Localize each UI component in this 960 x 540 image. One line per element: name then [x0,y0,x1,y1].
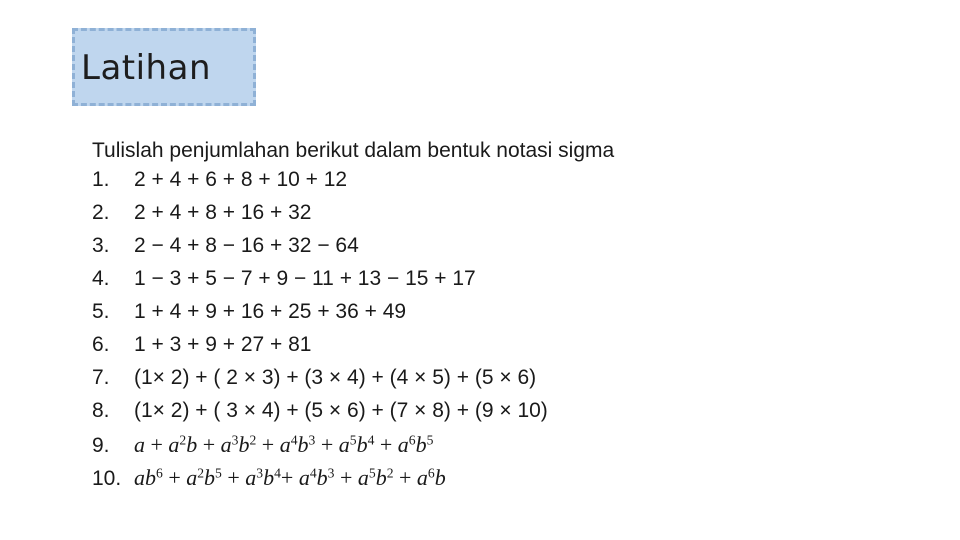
exercise-item-8 [92,399,614,432]
item-number: 8. [92,399,110,422]
item-number: 7. [92,366,110,389]
item-expression: 2 + 4 + 8 + 16 + 32 [134,201,312,224]
item-expression: $a + a^2b + a^3b^2 + a^4b^3 + a^5b^4 + a^6b^5$ [134,432,434,457]
exercise-item-5 [92,300,614,333]
item-expression: (1× 2) + ( 2 × 3) + (3 × 4) + (4 × 5) + (5 × 6) [134,366,537,389]
slide-title: Latihan [81,48,211,88]
item-expression: $ab^6 + a^2b^5 + a^3b^4+ a^4b^3 + a^5b^2 + a^6b$ [134,465,446,490]
item-expression: (1× 2) + ( 3 × 4) + (5 × 6) + (7 × 8) + (9 × 10) [134,399,548,422]
item-number: 10. [92,467,122,490]
exercise-item-7 [92,366,614,399]
item-number: 1. [92,168,110,191]
item-number: 6. [92,333,110,356]
exercise-list [92,168,614,498]
exercise-item-1 [92,168,614,201]
slide-title-placeholder [72,28,256,106]
exercise-instruction: Tulislah penjumlahan berikut dalam bentuk notasi sigma [92,139,615,162]
item-number: 9. [92,434,110,457]
item-number: 4. [92,267,110,290]
exercise-item-2 [92,201,614,234]
exercise-item-10 [92,465,614,498]
item-number: 2. [92,201,110,224]
exercise-content [92,136,614,498]
item-expression: 1 + 4 + 9 + 16 + 25 + 36 + 49 [134,300,407,323]
exercise-item-6 [92,333,614,366]
item-expression: 2 − 4 + 8 − 16 + 32 − 64 [134,234,359,257]
exercise-item-3 [92,234,614,267]
exercise-item-4 [92,267,614,300]
item-number: 3. [92,234,110,257]
item-expression: 2 + 4 + 6 + 8 + 10 + 12 [134,168,348,191]
exercise-item-9 [92,432,614,465]
item-number: 5. [92,300,110,323]
item-expression: 1 + 3 + 9 + 27 + 81 [134,333,312,356]
item-expression: 1 − 3 + 5 − 7 + 9 − 11 + 13 − 15 + 17 [134,267,476,290]
